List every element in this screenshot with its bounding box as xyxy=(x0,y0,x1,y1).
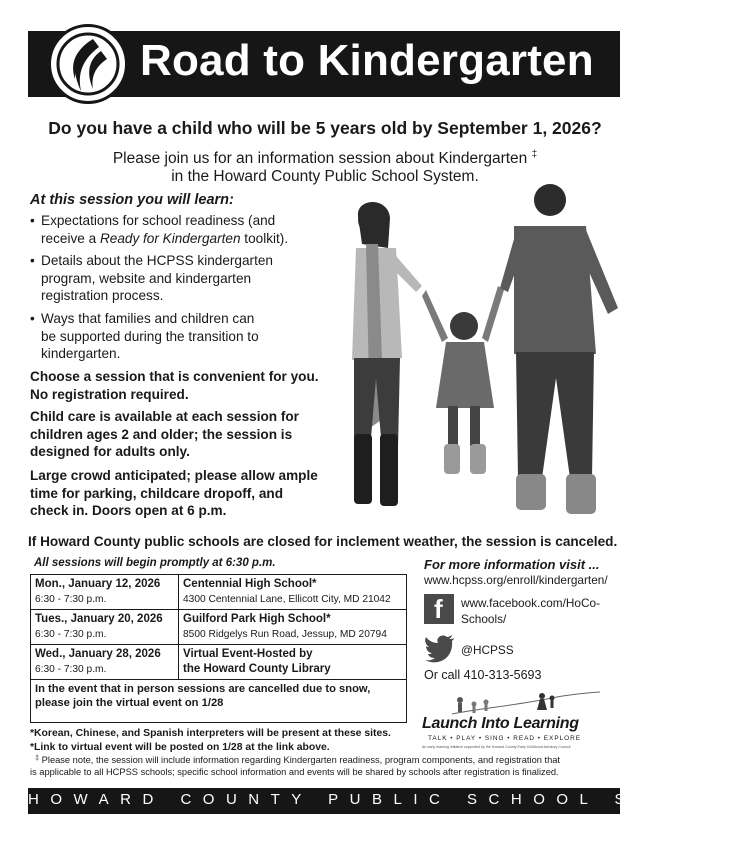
launch-into-learning-title: Launch Into Learning xyxy=(422,715,579,732)
table-row xyxy=(31,610,406,645)
session-date: Mon., January 12, 2026 xyxy=(35,578,161,590)
facebook-link[interactable] xyxy=(461,595,621,627)
footnote-line-2: is applicable to all HCPSS schools; specific school information and events will be shared by schools after registration is finalized. xyxy=(30,767,559,777)
session-host: the Howard County Library xyxy=(183,663,331,675)
session-location-cell xyxy=(179,610,406,644)
table-row xyxy=(31,645,406,680)
session-date-cell xyxy=(31,575,179,609)
session-address: 4300 Centennial Lane, Ellicott City, MD 21042 xyxy=(183,594,391,605)
snow-notice xyxy=(31,680,406,722)
schedule-table xyxy=(30,574,407,723)
launch-into-learning-credit: An early learning initiative supported by the Howard County Early Childhood Advisory Council xyxy=(422,745,571,749)
session-location-cell xyxy=(179,575,406,609)
child-figure xyxy=(422,286,504,474)
session-location: Guilford Park High School* xyxy=(183,613,331,625)
session-time: 6:30 - 7:30 p.m. xyxy=(35,629,107,640)
crowd-line-1: Large crowd anticipated; please allow ample xyxy=(30,468,318,483)
launch-into-learning-logo-icon xyxy=(452,690,602,716)
twitter-bird-icon xyxy=(424,632,456,662)
page-title: Road to Kindergarten xyxy=(140,36,594,85)
interpreters-note: *Korean, Chinese, and Spanish interpreters will be present at these sites. xyxy=(30,728,391,739)
bullet-program-line-1: Details about the HCPSS kindergarten xyxy=(41,253,273,268)
session-location: Centennial High School* xyxy=(183,578,317,590)
kindergarten-link[interactable]: www.hcpss.org/enroll/kindergarten/ xyxy=(424,573,608,587)
choose-line-1: Choose a session that is convenient for you. xyxy=(30,369,319,384)
snow-line-1: In the event that in person sessions are cancelled due to snow, xyxy=(35,683,371,695)
childcare-text xyxy=(30,408,330,461)
session-address: 8500 Ridgelys Run Road, Jessup, MD 20794 xyxy=(183,629,387,640)
bullet-transition-line-3: kindergarten. xyxy=(41,346,121,361)
childcare-line-1: Child care is available at each session for xyxy=(30,409,299,424)
intro-line-2: in the Howard County Public School System. xyxy=(171,168,479,186)
session-time: 6:30 - 7:30 p.m. xyxy=(35,664,107,675)
schedule-notes xyxy=(30,727,391,755)
bullet-program-line-2: program, website and kindergarten xyxy=(41,270,252,286)
bullet-transition: • Ways that families and children can be supported during the transition to kindergarten. xyxy=(30,311,259,361)
facebook-link-line-1: www.facebook.com/HoCo- xyxy=(461,596,600,610)
session-location-cell xyxy=(179,645,406,679)
bullet-program: • Details about the HCPSS kindergarten program, website and kindergarten registration process. xyxy=(30,253,273,303)
session-location: Virtual Event-Hosted by xyxy=(183,648,313,660)
choose-line-2: No registration required. xyxy=(30,386,189,402)
bullet-program-line-3: registration process. xyxy=(41,288,164,303)
launch-into-learning-tagline: TALK • PLAY • SING • READ • EXPLORE xyxy=(428,735,581,742)
footnote-dagger: ‡ xyxy=(35,755,40,762)
crowd-text xyxy=(30,467,330,520)
snow-line-2: please join the virtual event on 1/28 xyxy=(35,697,224,709)
crowd-line-2: time for parking, childcare dropoff, and xyxy=(30,485,284,501)
hcpss-logo-icon xyxy=(48,24,128,104)
bullet-transition-line-2: be supported during the transition to xyxy=(41,328,259,344)
facebook-icon: f xyxy=(424,594,454,624)
bullet-readiness-line-2b: toolkit). xyxy=(244,230,289,246)
session-time: 6:30 - 7:30 p.m. xyxy=(35,594,107,605)
session-date: Wed., January 28, 2026 xyxy=(35,648,161,660)
footnote xyxy=(30,753,620,778)
session-date-cell xyxy=(31,610,179,644)
session-date: Tues., January 20, 2026 xyxy=(35,613,163,625)
toolkit-title: Ready for Kindergarten xyxy=(99,230,241,246)
facebook-link-line-2: Schools/ xyxy=(461,612,507,626)
schedule-prompt: All sessions will begin promptly at 6:30 p.m. xyxy=(34,557,276,569)
virtual-link-note: *Link to virtual event will be posted on 1/28 at the link above. xyxy=(30,742,330,753)
father-figure xyxy=(500,184,618,514)
phone-number: Or call 410-313-5693 xyxy=(424,668,542,682)
bullet-readiness-line-2a: receive a xyxy=(41,230,97,246)
bullet-readiness-line-1: Expectations for school readiness (and xyxy=(41,213,276,228)
bullet-transition-line-1: Ways that families and children can xyxy=(41,311,255,326)
session-date-cell xyxy=(31,645,179,679)
choose-session-text xyxy=(30,368,330,403)
footer-org-name: HOWARD COUNTY PUBLIC SCHOOL SYSTEM xyxy=(28,791,745,808)
intro-dagger: ‡ xyxy=(531,149,538,160)
footnote-line-1: Please note, the session will include information regarding Kindergarten readiness, program components, and registration that xyxy=(41,755,561,765)
childcare-line-2: children ages 2 and older; the session is xyxy=(30,426,293,442)
family-photo xyxy=(318,178,630,528)
childcare-line-3: designed for adults only. xyxy=(30,444,190,459)
crowd-line-3: check in. Doors open at 6 p.m. xyxy=(30,503,227,518)
twitter-handle[interactable]: @HCPSS xyxy=(461,643,514,657)
age-question: Do you have a child who will be 5 years old by September 1, 2026? xyxy=(48,118,602,138)
mother-figure xyxy=(352,202,422,506)
more-info-heading: For more information visit ... xyxy=(424,557,600,572)
weather-notice: If Howard County public schools are closed for inclement weather, the session is canceled. xyxy=(28,534,618,549)
table-row xyxy=(31,575,406,610)
intro-line-1: Please join us for an information session about Kindergarten xyxy=(112,150,528,168)
bullet-readiness: • Expectations for school readiness (and receive a Ready for Kindergarten toolkit). xyxy=(30,213,289,246)
learn-heading: At this session you will learn: xyxy=(30,192,234,208)
